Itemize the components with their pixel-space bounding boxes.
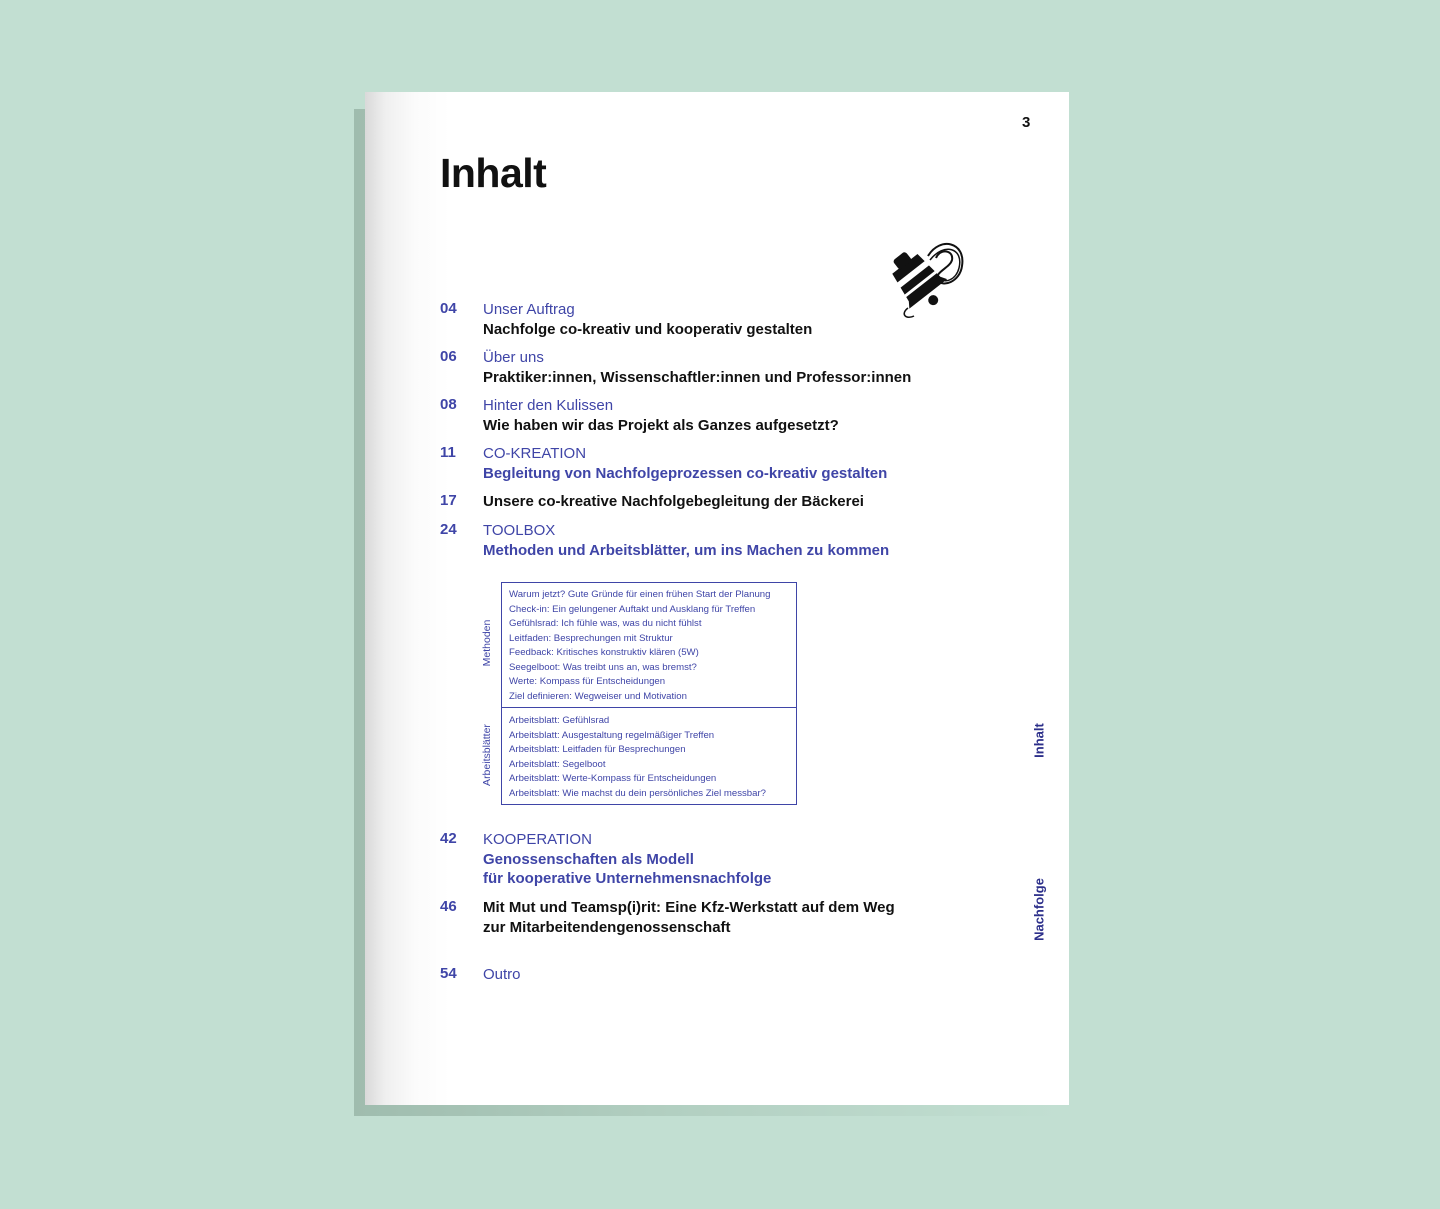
toc-page-number: 08 (440, 396, 457, 413)
page-title: Inhalt (440, 150, 547, 196)
toc-subtitle: für kooperative Unternehmensnachfolge (483, 870, 772, 887)
worksheet-item[interactable]: Arbeitsblatt: Leitfaden für Besprechungen (509, 744, 686, 755)
methods-list (509, 588, 770, 704)
method-item[interactable]: Warum jetzt? Gute Gründe für einen frühen Start der Planung (509, 589, 771, 600)
toc-page-number: 46 (440, 898, 457, 915)
toc-heading: Über uns (483, 349, 544, 366)
toc-page-number: 06 (440, 348, 457, 365)
method-item[interactable]: Seegelboot: Was treibt uns an, was bremst? (509, 661, 697, 673)
worksheets-list (509, 714, 766, 801)
worksheet-item[interactable]: Arbeitsblatt: Werte-Kompass für Entscheidungen (509, 773, 717, 784)
toc-heading: Outro (483, 966, 521, 983)
toolbox-divider (502, 707, 796, 708)
method-item[interactable]: Gefühlsrad: Ich fühle was, was du nicht fühlst (509, 618, 702, 629)
method-item[interactable]: Feedback: Kritisches konstruktiv klären (5W) (509, 647, 699, 658)
method-item[interactable]: Werte: Kompass für Entscheidungen (509, 676, 666, 687)
toc-page-number: 04 (440, 300, 457, 317)
toc-heading: CO-KREATION (483, 445, 587, 462)
toc-page-number: 24 (440, 521, 457, 538)
toc-subtitle: Nachfolge co-kreativ und kooperativ gestalten (483, 320, 813, 338)
toc-subtitle: Mit Mut und Teamsp(i)rit: Eine Kfz-Werkstatt auf dem Weg (483, 899, 895, 916)
toc-subtitle: Unsere co-kreative Nachfolgebegleitung der Bäckerei (483, 493, 864, 510)
toolbox-box (501, 582, 797, 805)
worksheet-item[interactable]: Arbeitsblatt: Gefühlsrad (509, 715, 610, 726)
method-item[interactable]: Ziel definieren: Wegweiser und Motivation (509, 690, 687, 702)
toc-subtitle: Genossenschaften als Modell (483, 850, 694, 868)
toc-heading: TOOLBOX (483, 522, 556, 539)
toc-page-number: 42 (440, 830, 457, 847)
toc-page-number: 17 (440, 492, 457, 509)
toc-heading: Unser Auftrag (483, 301, 575, 318)
page-number: 3 (1022, 114, 1031, 131)
toc-heading: Hinter den Kulissen (483, 397, 614, 414)
toc-page-number: 11 (440, 444, 456, 461)
toc-page-number: 54 (440, 965, 457, 982)
side-label-section: Inhalt (1031, 723, 1047, 758)
toc-subtitle: zur Mitarbeitendengenossenschaft (483, 918, 731, 936)
toc-subtitle: Begleitung von Nachfolgeprozessen co-kreativ gestalten (483, 464, 888, 482)
worksheets-label: Arbeitsblätter (481, 724, 493, 786)
method-item[interactable]: Leitfaden: Besprechungen mit Struktur (509, 632, 673, 644)
toc-subtitle: Methoden und Arbeitsblätter, um ins Machen zu kommen (483, 541, 890, 559)
side-label-book: Nachfolge (1031, 878, 1047, 941)
worksheet-item[interactable]: Arbeitsblatt: Ausgestaltung regelmäßiger Treffen (509, 729, 715, 741)
worksheet-item[interactable]: Arbeitsblatt: Wie machst du dein persönliches Ziel messbar? (509, 787, 767, 799)
toc-heading: KOOPERATION (483, 831, 592, 848)
methods-label: Methoden (481, 619, 493, 667)
toc-subtitle: Praktiker:innen, Wissenschaftler:innen und Professor:innen (483, 368, 912, 386)
method-item[interactable]: Check-in: Ein gelungener Auftakt und Ausklang für Treffen (509, 603, 756, 615)
toc-subtitle: Wie haben wir das Projekt als Ganzes aufgesetzt? (483, 416, 839, 434)
bell-icon (880, 238, 970, 325)
worksheet-item[interactable]: Arbeitsblatt: Segelboot (509, 758, 606, 770)
